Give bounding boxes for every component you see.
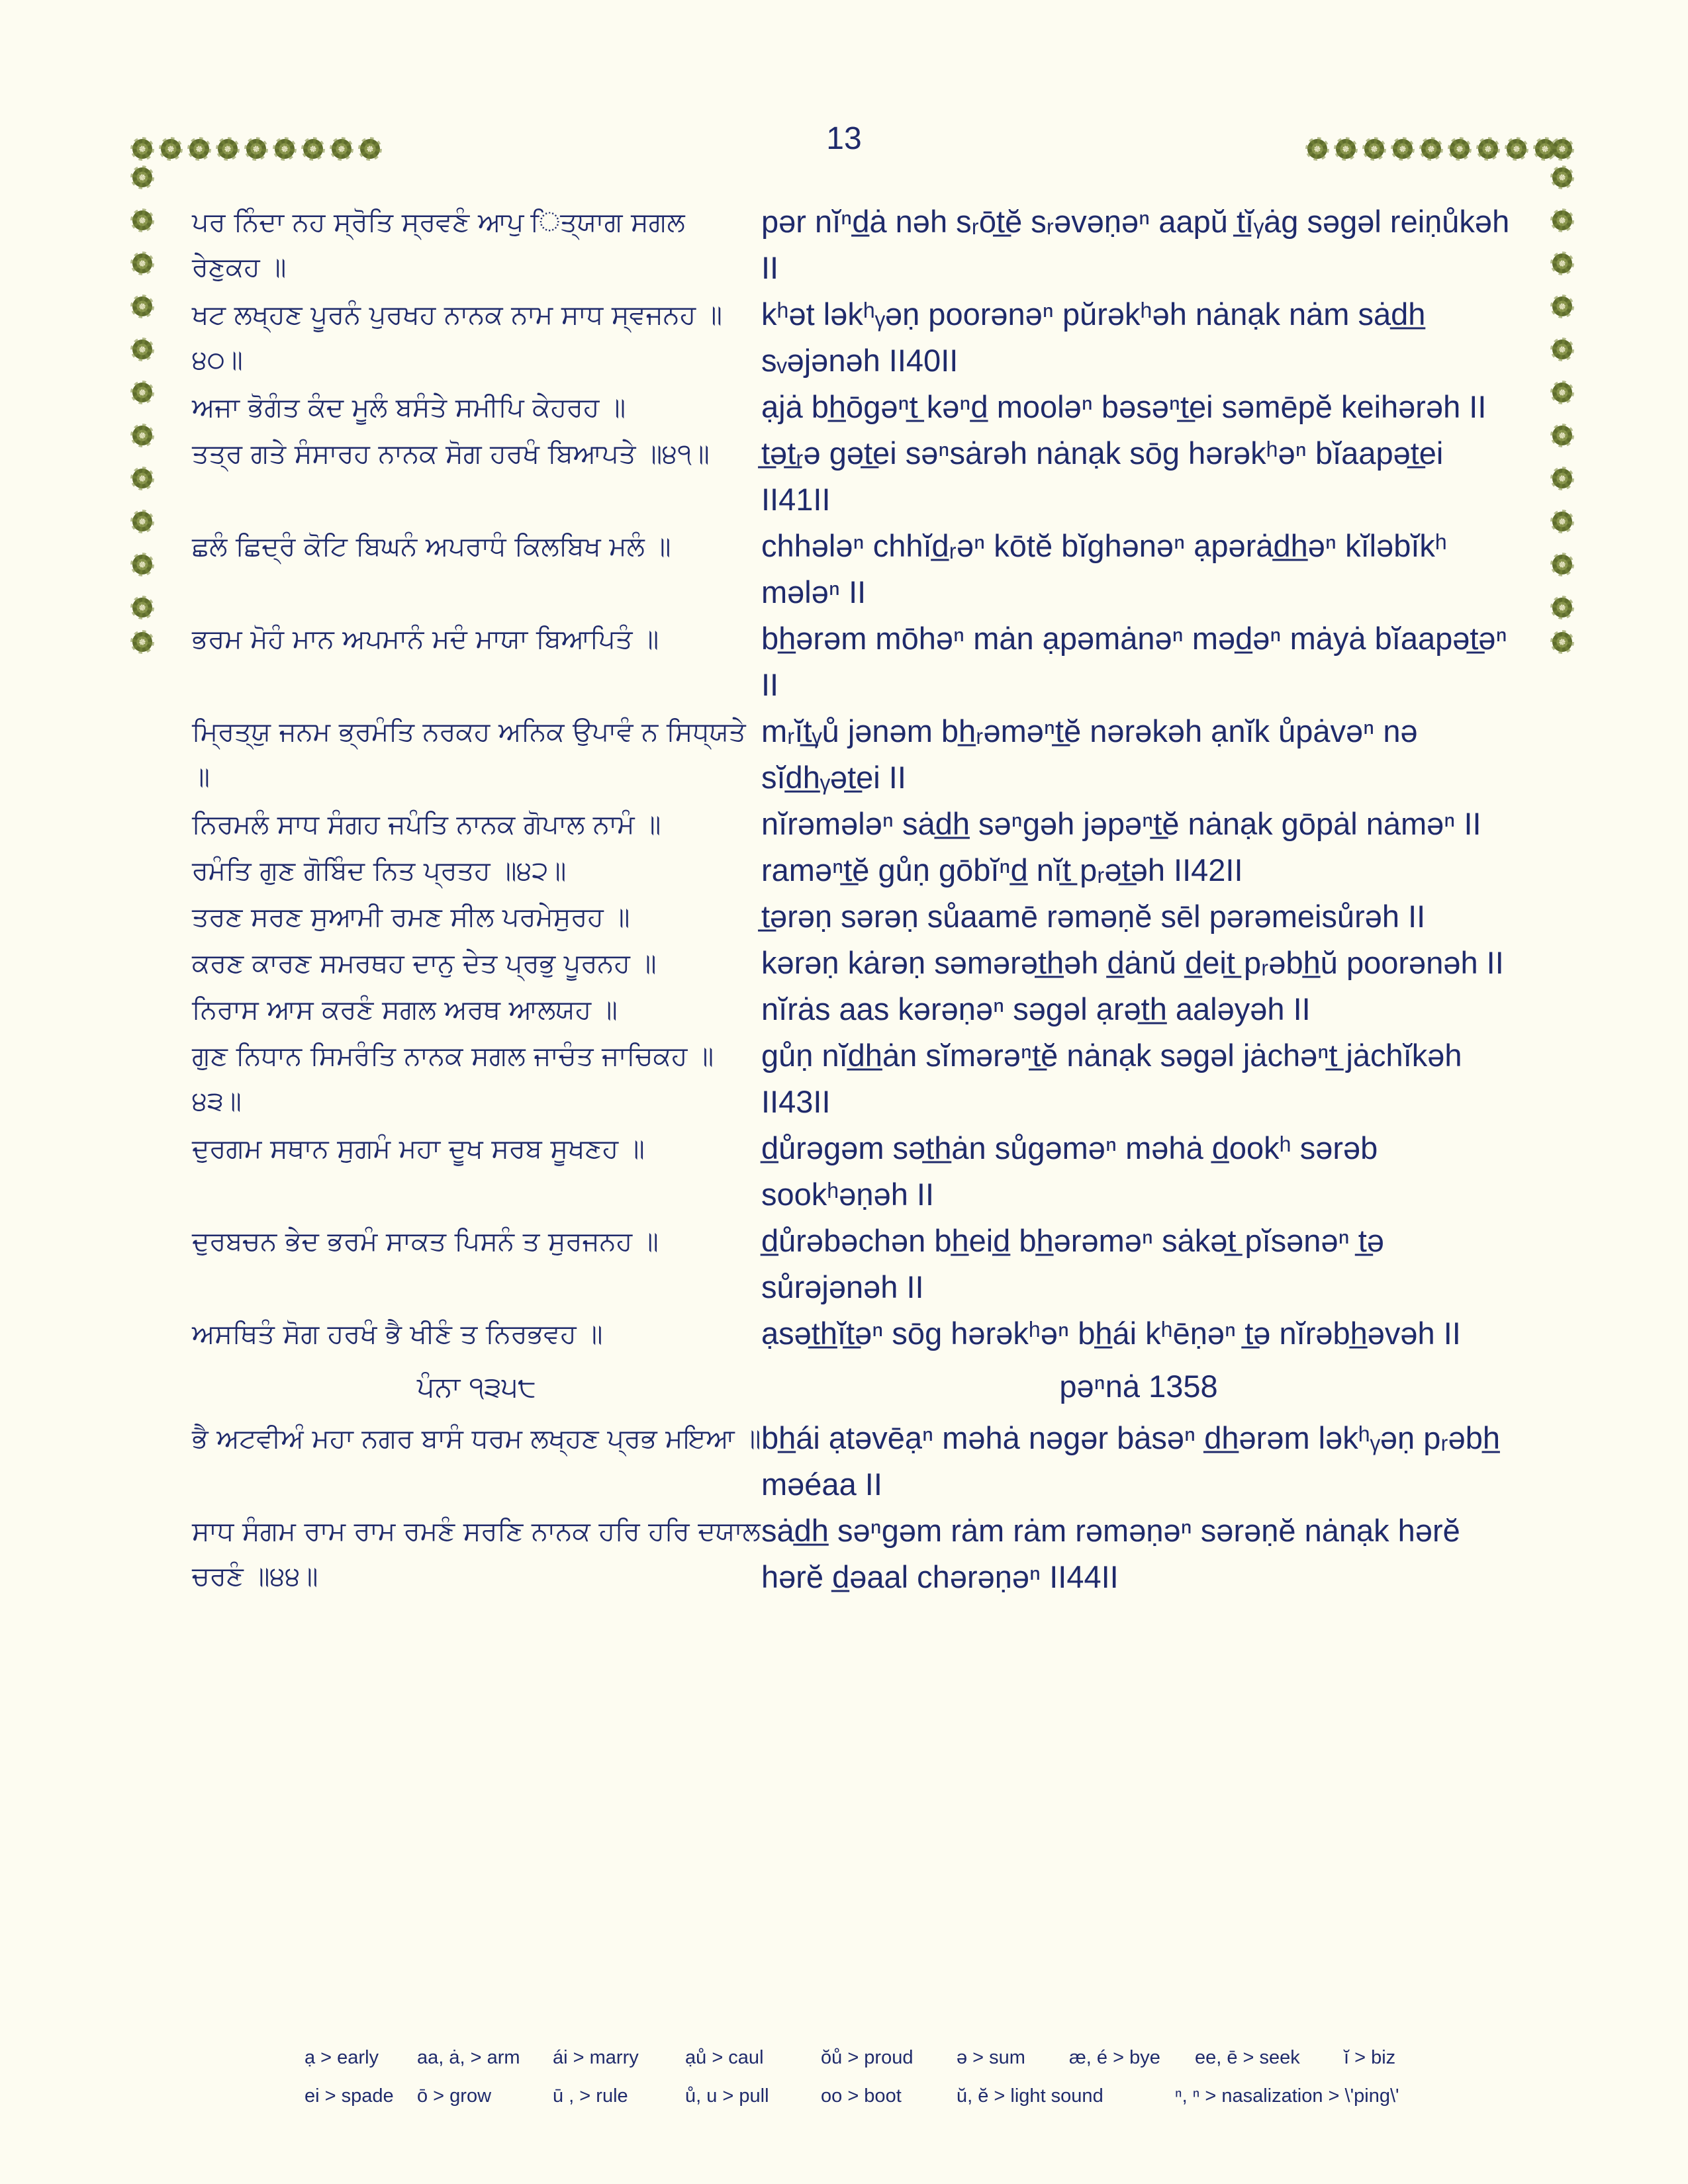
flower-icon (189, 139, 209, 159)
gurmukhi-text: ਅਜਾ ਭੋਗੰਤ ਕੰਦ ਮੂਲੰ ਬਸੰਤੇ ਸਮੀਪਿ ਕੇਹਰਹ ॥ (192, 392, 626, 423)
legend-item: ạů > caul (685, 2046, 764, 2068)
flower-icon (132, 167, 152, 187)
flower-icon (275, 139, 295, 159)
transliteration-text: ạsət̲h̲ĭt̲əⁿ sōg hərəkʰəⁿ bh̲ái kʰēṇəⁿ t̲ə nĭrəbh̲əvəh II (761, 1316, 1461, 1351)
legend-item: ū , > rule (553, 2085, 628, 2107)
flower-icon (132, 340, 152, 359)
verse-row (192, 893, 1516, 940)
verse-row (192, 199, 1516, 291)
flower-icon (132, 210, 152, 230)
flower-icon (360, 139, 380, 159)
gurmukhi-text: ਛਲੰ ਛਿਦ੍ਰੰ ਕੋਟਿ ਬਿਘਨੰ ਅਪਰਾਧੰ ਕਿਲਬਿਖ ਮਲੰ ॥ (192, 531, 671, 562)
legend-item: æ, é > bye (1069, 2046, 1160, 2068)
gurmukhi-text: ਦੁਰਬਚਨ ਭੇਦ ਭਰਮੰ ਸਾਕਤ ਪਿਸਨੰ ਤ ਸੁਰਜਨਹ ॥ (192, 1226, 659, 1257)
gurmukhi-text: ਤਰਣ ਸਰਣ ਸੁਆਮੀ ਰਮਣ ਸੀਲ ਪਰਮੇਸੁਰਹ ॥ (192, 902, 630, 933)
legend-row (305, 2077, 1496, 2115)
flower-icon (132, 469, 152, 488)
page-section-heading (192, 1363, 1516, 1410)
flower-icon (246, 139, 266, 159)
legend-item: ŏů > proud (821, 2046, 914, 2068)
flower-icon (303, 139, 323, 159)
transliteration-text: bh̲ərəm mōhəⁿ mȧn ạpəmȧnəⁿ məd̲əⁿ mȧyȧ bĭaapət̲əⁿ II (761, 621, 1507, 702)
flower-icon (332, 139, 352, 159)
transliteration-text: d̲ůrəbəchən bh̲eid̲ bh̲ərəməⁿ sȧkət̲ pĭsənəⁿ t̲ə sůrəjənəh II (761, 1223, 1384, 1304)
verse-row (192, 430, 1516, 523)
flower-icon (1552, 210, 1572, 230)
transliteration-text: chhələⁿ chhĭd̲ᵣəⁿ kōtĕ bĭghənəⁿ ạpərȧd̲h̲əⁿ kĭləbĭkʰ mələⁿ II (761, 528, 1447, 610)
flower-icon (132, 426, 152, 445)
verse-row (192, 1415, 1516, 1508)
flower-icon (1552, 512, 1572, 531)
transliteration-text: gůṇ nĭd̲h̲ȧn sĭmərəⁿt̲ĕ nȧnạk səgəl jȧchəⁿt̲ jȧchĭkəh II43II (761, 1038, 1462, 1119)
gurmukhi-text: ਨਿਰਾਸ ਆਸ ਕਰਣੰ ਸਗਲ ਅਰਥ ਆਲਯਹ ॥ (192, 995, 618, 1025)
legend-item: ⁿ, ⁿ > nasalization > \'ping\' (1175, 2085, 1399, 2107)
transliteration-text: raməⁿt̲ĕ gůṇ gōbĭⁿd̲ nĭt̲ pᵣət̲əh II42II (761, 852, 1243, 887)
flower-icon (1552, 469, 1572, 488)
legend-item: ái > marry (553, 2046, 639, 2068)
flower-icon (132, 139, 152, 159)
flower-icon (1421, 139, 1441, 159)
flower-icon (132, 253, 152, 273)
legend-item: ee, ē > seek (1195, 2046, 1300, 2068)
transliteration-text: nĭrəmələⁿ sȧd̲h̲ səⁿgəh jəpəⁿt̲ĕ nȧnạk gōpȧl nȧməⁿ II (761, 806, 1481, 841)
transliteration-text: kərəṇ kȧrəṇ səmərət̲h̲əh d̲ȧnŭ d̲eit̲ pᵣəbh̲ŭ poorənəh II (761, 945, 1504, 980)
flower-icon (1552, 598, 1572, 617)
flower-icon (132, 296, 152, 316)
legend-item: ŭ, ĕ > light sound (957, 2085, 1103, 2107)
flower-icon (1307, 139, 1327, 159)
gurmukhi-text: ਰਮੰਤਿ ਗੁਣ ਗੋਬਿੰਦ ਨਿਤ ਪ੍ਰਤਹ ॥੪੨॥ (192, 856, 567, 886)
verse-row (192, 847, 1516, 893)
section-translit: pəⁿnȧ 1358 (1059, 1369, 1218, 1404)
gurmukhi-text: ਨਿਰਮਲੰ ਸਾਧ ਸੰਗਹ ਜਪੰਤਿ ਨਾਨਕ ਗੋਪਾਲ ਨਾਮੰ ॥ (192, 809, 661, 840)
flower-icon (161, 139, 181, 159)
flower-icon (1507, 139, 1526, 159)
legend-item: ō > grow (417, 2085, 492, 2107)
flower-icon (1552, 555, 1572, 574)
gurmukhi-text: ਸਾਧ ਸੰਗਮ ਰਾਮ ਰਾਮ ਰਮਣੰ ਸਰਣਿ ਨਾਨਕ ਹਰਿ ਹਰਿ ਦਯਾਲ ਚਰਣੰ ॥੪੪॥ (192, 1516, 761, 1592)
gurmukhi-text: ਦੁਰਗਮ ਸਥਾਨ ਸੁਗਮੰ ਮਹਾ ਦੂਖ ਸਰਬ ਸੂਖਣਹ ॥ (192, 1134, 645, 1164)
flower-icon (1552, 340, 1572, 359)
legend-item: ei > spade (305, 2085, 394, 2107)
verse-row (192, 1218, 1516, 1310)
verse-row (192, 708, 1516, 801)
transliteration-text: mᵣĭt̲ᵧů jənəm bh̲ᵣəməⁿt̲ĕ nərəkəh ạnĭk ůpȧvəⁿ nə sĭd̲h̲ᵧət̲ei II (761, 713, 1418, 795)
page-number: 13 (826, 121, 862, 156)
verse-row (192, 523, 1516, 615)
flower-icon (1552, 167, 1572, 187)
flower-icon (1552, 632, 1572, 652)
gurmukhi-text: ਮ੍ਰਿਤ੍ਯੁ ਜਨਮ ਭ੍ਰਮੰਤਿ ਨਰਕਹ ਅਨਿਕ ਉਪਾਵੰ ਨ ਸਿਧ੍ਯਤੇ ॥ (192, 717, 746, 792)
verse-row (192, 801, 1516, 847)
transliteration-text: nĭrȧs aas kərəṇəⁿ səgəl ạrət̲h̲ aaləyəh II (761, 991, 1311, 1026)
flower-icon (218, 139, 238, 159)
verse-row (192, 1032, 1516, 1125)
gurmukhi-text: ਖਟ ਲਖ੍ਹਣ ਪੂਰਨੰ ਪੁਰਖਹ ਨਾਨਕ ਨਾਮ ਸਾਧ ਸ੍ਵਜਨਹ ॥੪੦॥ (192, 300, 722, 375)
verse-table (192, 199, 1516, 1600)
transliteration-text: d̲ůrəgəm sət̲h̲ȧn sůgəməⁿ məhȧ d̲ookʰ sərəb sookʰəṇəh II (761, 1130, 1378, 1212)
gurmukhi-text: ਤਤ੍ਰ ਗਤੇ ਸੰਸਾਰਹ ਨਾਨਕ ਸੋਗ ਹਰਖੰ ਬਿਆਪਤੇ ॥੪੧॥ (192, 439, 710, 469)
gurmukhi-text: ਕਰਣ ਕਾਰਣ ਸਮਰਥਹ ਦਾਨੁ ਦੇਤ ਪ੍ਰਭੁ ਪੂਰਨਹ ॥ (192, 948, 657, 979)
flower-icon (1552, 253, 1572, 273)
legend-item: ə > sum (957, 2046, 1025, 2068)
flower-icon (132, 555, 152, 574)
verse-row (192, 1125, 1516, 1218)
flower-icon (1552, 383, 1572, 402)
section-gurmukhi: ਪੰਨਾ ੧੩੫੮ (416, 1371, 537, 1403)
flower-icon (132, 598, 152, 617)
transliteration-text: sȧd̲h̲ səⁿgəm rȧm rȧm rəməṇəⁿ sərəṇĕ nȧnạk hərĕ hərĕ d̲əaal chərəṇəⁿ II44II (761, 1513, 1460, 1594)
legend-item: aa, ȧ, > arm (417, 2046, 520, 2068)
transliteration-text: bh̲ái ạtəvēạⁿ məhȧ nəgər bȧsəⁿ d̲h̲ərəm ləkʰᵧəṇ pᵣəbh̲ məéaa II (761, 1420, 1501, 1502)
legend-item: ĭ > biz (1344, 2046, 1396, 2068)
legend-item: ů, u > pull (685, 2085, 769, 2107)
transliteration-text: pər nĭⁿd̲ȧ nəh sᵣōt̲ĕ sᵣəvəṇəⁿ aapŭ t̲ĭᵧȧg səgəl reiṇůkəh II (761, 204, 1510, 285)
flower-icon (1450, 139, 1470, 159)
flower-icon (1336, 139, 1356, 159)
flower-icon (1552, 426, 1572, 445)
pronunciation-legend (305, 2038, 1496, 2115)
flower-icon (1552, 139, 1572, 159)
gurmukhi-text: ਪਰ ਨਿੰਦਾ ਨਹ ਸ੍ਰੋਤਿ ਸ੍ਰਵਣੰ ਆਪੁ ਿਤ੍ਯਾਗ ਸਗਲ ਰੇਣੁਕਹ ॥ (192, 207, 685, 283)
legend-item: ạ > early (305, 2046, 379, 2068)
flower-icon (1393, 139, 1413, 159)
flower-icon (132, 512, 152, 531)
gurmukhi-text: ਅਸਥਿਤੰ ਸੋਗ ਹਰਖੰ ਭੈ ਖੀਣੰ ਤ ਨਿਰਭਵਹ ॥ (192, 1319, 603, 1349)
verse-row (192, 1508, 1516, 1600)
verse-row (192, 615, 1516, 708)
legend-row (305, 2038, 1496, 2077)
gurmukhi-text: ਗੁਣ ਨਿਧਾਨ ਸਿਮਰੰਤਿ ਨਾਨਕ ਸਗਲ ਜਾਚੰਤ ਜਾਚਿਕਹ ॥੪੩॥ (192, 1041, 714, 1116)
flower-icon (132, 383, 152, 402)
gurmukhi-text: ਭਰਮ ਮੋਹੰ ਮਾਨ ਅਪਮਾਨੰ ਮਦੰ ਮਾਯਾ ਬਿਆਪਿਤੰ ॥ (192, 624, 659, 655)
flower-icon (1552, 296, 1572, 316)
transliteration-text: t̲ət̲ᵣə gət̲ei səⁿsȧrəh nȧnạk sōg hərəkʰəⁿ bĭaapət̲ei II41II (761, 435, 1444, 517)
verse-row (192, 940, 1516, 986)
verse-row (192, 986, 1516, 1032)
transliteration-text: ạjȧ bh̲ōgəⁿt̲ kəⁿd̲ mooləⁿ bəsəⁿt̲ei səmēpĕ keihərəh II (761, 389, 1487, 424)
verse-row (192, 291, 1516, 384)
flower-icon (1478, 139, 1498, 159)
legend-item: oo > boot (821, 2085, 902, 2107)
verse-row (192, 1310, 1516, 1357)
gurmukhi-text: ਭੈ ਅਟਵੀਅੰ ਮਹਾ ਨਗਰ ਬਾਸੰ ਧਰਮ ਲਖ੍ਹਣ ਪ੍ਰਭ ਮਇਆ ॥ (192, 1424, 761, 1454)
flower-icon (132, 632, 152, 652)
flower-icon (1364, 139, 1384, 159)
transliteration-text: kʰət ləkʰᵧəṇ poorənəⁿ pŭrəkʰəh nȧnạk nȧm sȧd̲h̲ sᵥəjənəh II40II (761, 296, 1426, 378)
transliteration-text: t̲ərəṇ sərəṇ sůaamē rəməṇĕ sēl pərəmeisůrəh II (761, 899, 1426, 934)
verse-row (192, 384, 1516, 430)
